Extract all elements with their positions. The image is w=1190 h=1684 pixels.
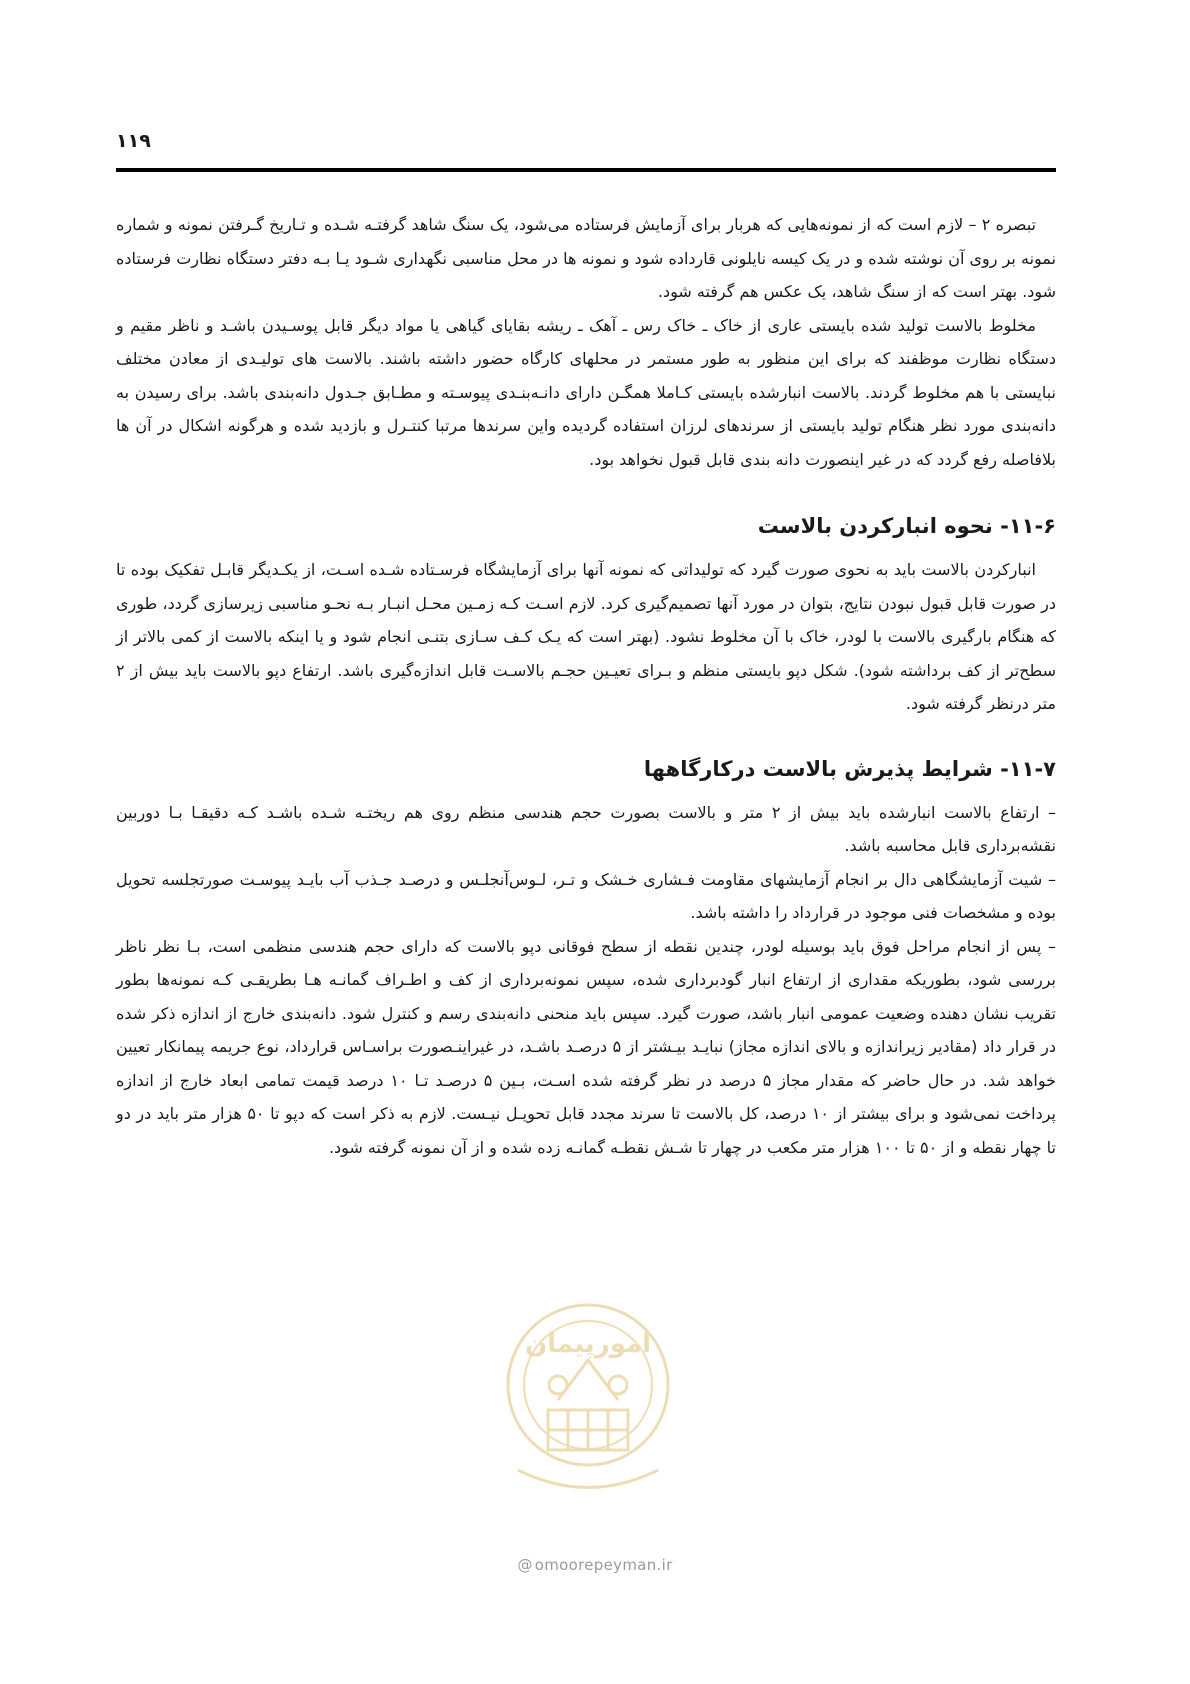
watermark-site	[0, 1556, 1190, 1574]
storage-paragraph: انبارکردن بالاست باید به نحوی صورت گیرد که تولیداتی که نمونه آنها برای آزمایشگاه فرسـتاده شـده اسـت، از یکـدیگر قابـل تفکیک بوده تا در صورت قابل قبول نبودن نتایج، بتوان در مورد آنها تصمیم‌گیری کرد. لازم اسـت کـه زمـین محـل انبـار بـه نحـو مناسبی زیرسازی گردد، طوری که هنگام بارگیری بالاست با لودر، خاک با آن مخلوط نشود. (بهتر است که یـک کـف سـازی بتنـی انجام شود و یا اینکه بالاست از کمی بالاتر از سطح‌تر از کف برداشته شود). شکل دپو بایستی منظم و بـرای تعیـین حجـم بالاسـت قابل اندازه‌گیری باشد. ارتفاع دپو بالاست باید بیش از ۲ متر درنظر گرفته شود.	[116, 560, 1056, 713]
watermark-logo-text: امورپیمان	[524, 1329, 652, 1359]
page-content	[116, 208, 1056, 1164]
acceptance-item-sampling: – پس از انجام مراحل فوق باید بوسیله لودر، چندین نقطه از سطح فوقانی دپو بالاست که دارای حجم هندسی منظمی است، بـا نظر ناظر بررسی شود، بطوریکه مقداری از ارتفاع انبار گودبرداری شده، سپس نمونه‌برداری از کف و اطـراف گمانـه هـا بطریقـی کـه نمونه‌ها بطور تقریب نشان دهنده وضعیت عمومی انبار باشد، صورت گیرد. سپس باید منحنی دانه‌بندی رسم و کنترل شود. دانه‌بندی خارج از اندازه ذکر شده در قرار داد (مقادیر زیراندازه و بالای اندازه مجاز) نبایـد بیـشتر از ۵ درصـد باشـد، در غیراینـصورت براسـاس قرارداد، نوع جریمه پیمانکار تعیین خواهد شد. در حال حاضر که مقدار مجاز ۵ درصد در نظر گرفته شده اسـت، بـین ۵ درصـد تـا ۱۰ درصد قیمت تمامی ابعاد خارج از اندازه پرداخت نمی‌شود و برای بیشتر از ۱۰ درصد، کل بالاست تا سرند مجدد قابل تحویـل نیـست. لازم به ذکر است که دپو تا ۵۰ هزار متر باید در دو تا چهار نقطه و از ۵۰ تا ۱۰۰ هزار متر مکعب در چهار تا شـش نقطـه گمانـه زده شده و از آن نمونه گرفته شود.	[116, 936, 1057, 1157]
header-divider	[116, 168, 1056, 172]
page-number: ۱۱۹	[116, 130, 151, 152]
watermark-site-text: omoorepeyman.ir	[534, 1556, 673, 1574]
section-heading-acceptance: ۱۱-۷- شرایط پذیرش بالاست درکارگاهها	[643, 756, 1056, 781]
at-icon: @	[517, 1556, 533, 1574]
note-2-paragraph: تبصره ۲ – لازم است که از نمونه‌هایی که هربار برای آزمایش فرستاده می‌شود، یک سنگ شاهد گرفتـه شـده و تـاریخ گـرفتن نمونه و شماره نمونه بر روی آن نوشته شده و در یک کیسه نایلونی قارداده شود و نمونه ها در محل مناسبی نگهداری شـود یـا بـه دفتر دستگاه نظارت فرستاده شود. بهتر است که از سنگ شاهد، یک عکس هم گرفته شود.	[116, 215, 1056, 301]
section-heading-storage: ۱۱-۶- نحوه انبارکردن بالاست	[757, 514, 1056, 538]
watermark-logo	[488, 1290, 688, 1510]
acceptance-item-height: – ارتفاع بالاست انبارشده باید بیش از ۲ متر و بالاست بصورت حجم هندسی منظم روی هم ریختـه شـده باشـد کـه دقیقـا بـا دوربین نقشه‌برداری قابل محاسبه باشد.	[116, 802, 1057, 855]
ballast-mix-paragraph: مخلوط بالاست تولید شده بایستی عاری از خاک ـ خاک رس ـ آهک ـ ریشه بقایای گیاهی یا مواد دیگر قابل پوسـیدن باشـد و ناظر مقیم و دستگاه نظارت موظفند که برای این منظور به طور مستمر در محلهای کارگاه حضور داشته باشند. بالاست های تولیـدی از معادن مختلف نبایستی با هم مخلوط گردند. بالاست انبارشده بایستی کـاملا همگـن دارای دانـه‌بنـدی پیوسـته و مطـابق جـدول دانه‌بندی باشد. برای رسیدن به دانه‌بندی مورد نظر هنگام تولید بایستی از سرندهای لرزان استفاده گردیده واین سرندها مرتبا کنتـرل و بازدید شده و هرگونه اشکال در آن ها بلافاصله رفع گردد که در غیر اینصورت دانه بندی قابل قبول نخواهد بود.	[116, 315, 1056, 469]
acceptance-item-lab-sheet: – شیت آزمایشگاهی دال بر انجام آزمایشهای مقاومت فـشاری خـشک و تـر، لـوس‌آنجلـس و درصـد جـذب آب بایـد پیوسـت صورتجلسه تحویل بوده و مشخصات فنی موجود در قرارداد را داشته باشد.	[116, 869, 1056, 922]
